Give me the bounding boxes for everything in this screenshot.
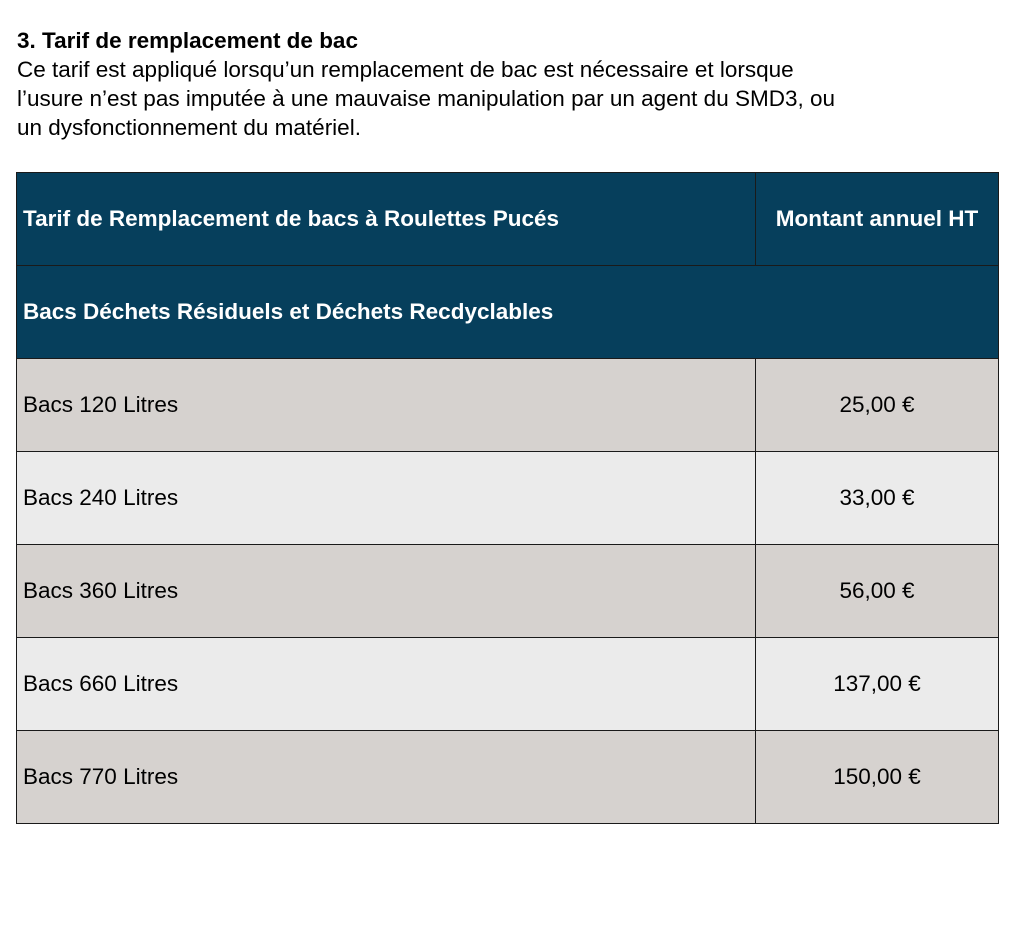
category-row xyxy=(17,266,999,359)
description-line: un dysfonctionnement du matériel. xyxy=(17,115,361,140)
row-label: Bacs 120 Litres xyxy=(17,359,756,452)
row-label: Bacs 660 Litres xyxy=(17,638,756,731)
table-row xyxy=(17,731,999,824)
table-row xyxy=(17,638,999,731)
category-label: Bacs Déchets Résiduels et Déchets Recdyclables xyxy=(17,266,999,359)
table-header-row xyxy=(17,173,999,266)
table-row xyxy=(17,359,999,452)
table-row xyxy=(17,545,999,638)
row-amount: 25,00 € xyxy=(756,359,999,452)
tarif-table xyxy=(16,172,999,824)
row-amount: 150,00 € xyxy=(756,731,999,824)
section-title: 3. Tarif de remplacement de bac xyxy=(17,28,358,53)
section-description xyxy=(17,55,1007,142)
row-amount: 33,00 € xyxy=(756,452,999,545)
header-amount: Montant annuel HT xyxy=(756,173,999,266)
section-block xyxy=(17,26,1007,142)
row-label: Bacs 360 Litres xyxy=(17,545,756,638)
description-line: Ce tarif est appliqué lorsqu’un remplacement de bac est nécessaire et lorsque xyxy=(17,57,794,82)
description-line: l’usure n’est pas imputée à une mauvaise manipulation par un agent du SMD3, ou xyxy=(17,86,835,111)
row-label: Bacs 240 Litres xyxy=(17,452,756,545)
table-row xyxy=(17,452,999,545)
header-label: Tarif de Remplacement de bacs à Roulettes Pucés xyxy=(17,173,756,266)
row-label: Bacs 770 Litres xyxy=(17,731,756,824)
row-amount: 137,00 € xyxy=(756,638,999,731)
row-amount: 56,00 € xyxy=(756,545,999,638)
